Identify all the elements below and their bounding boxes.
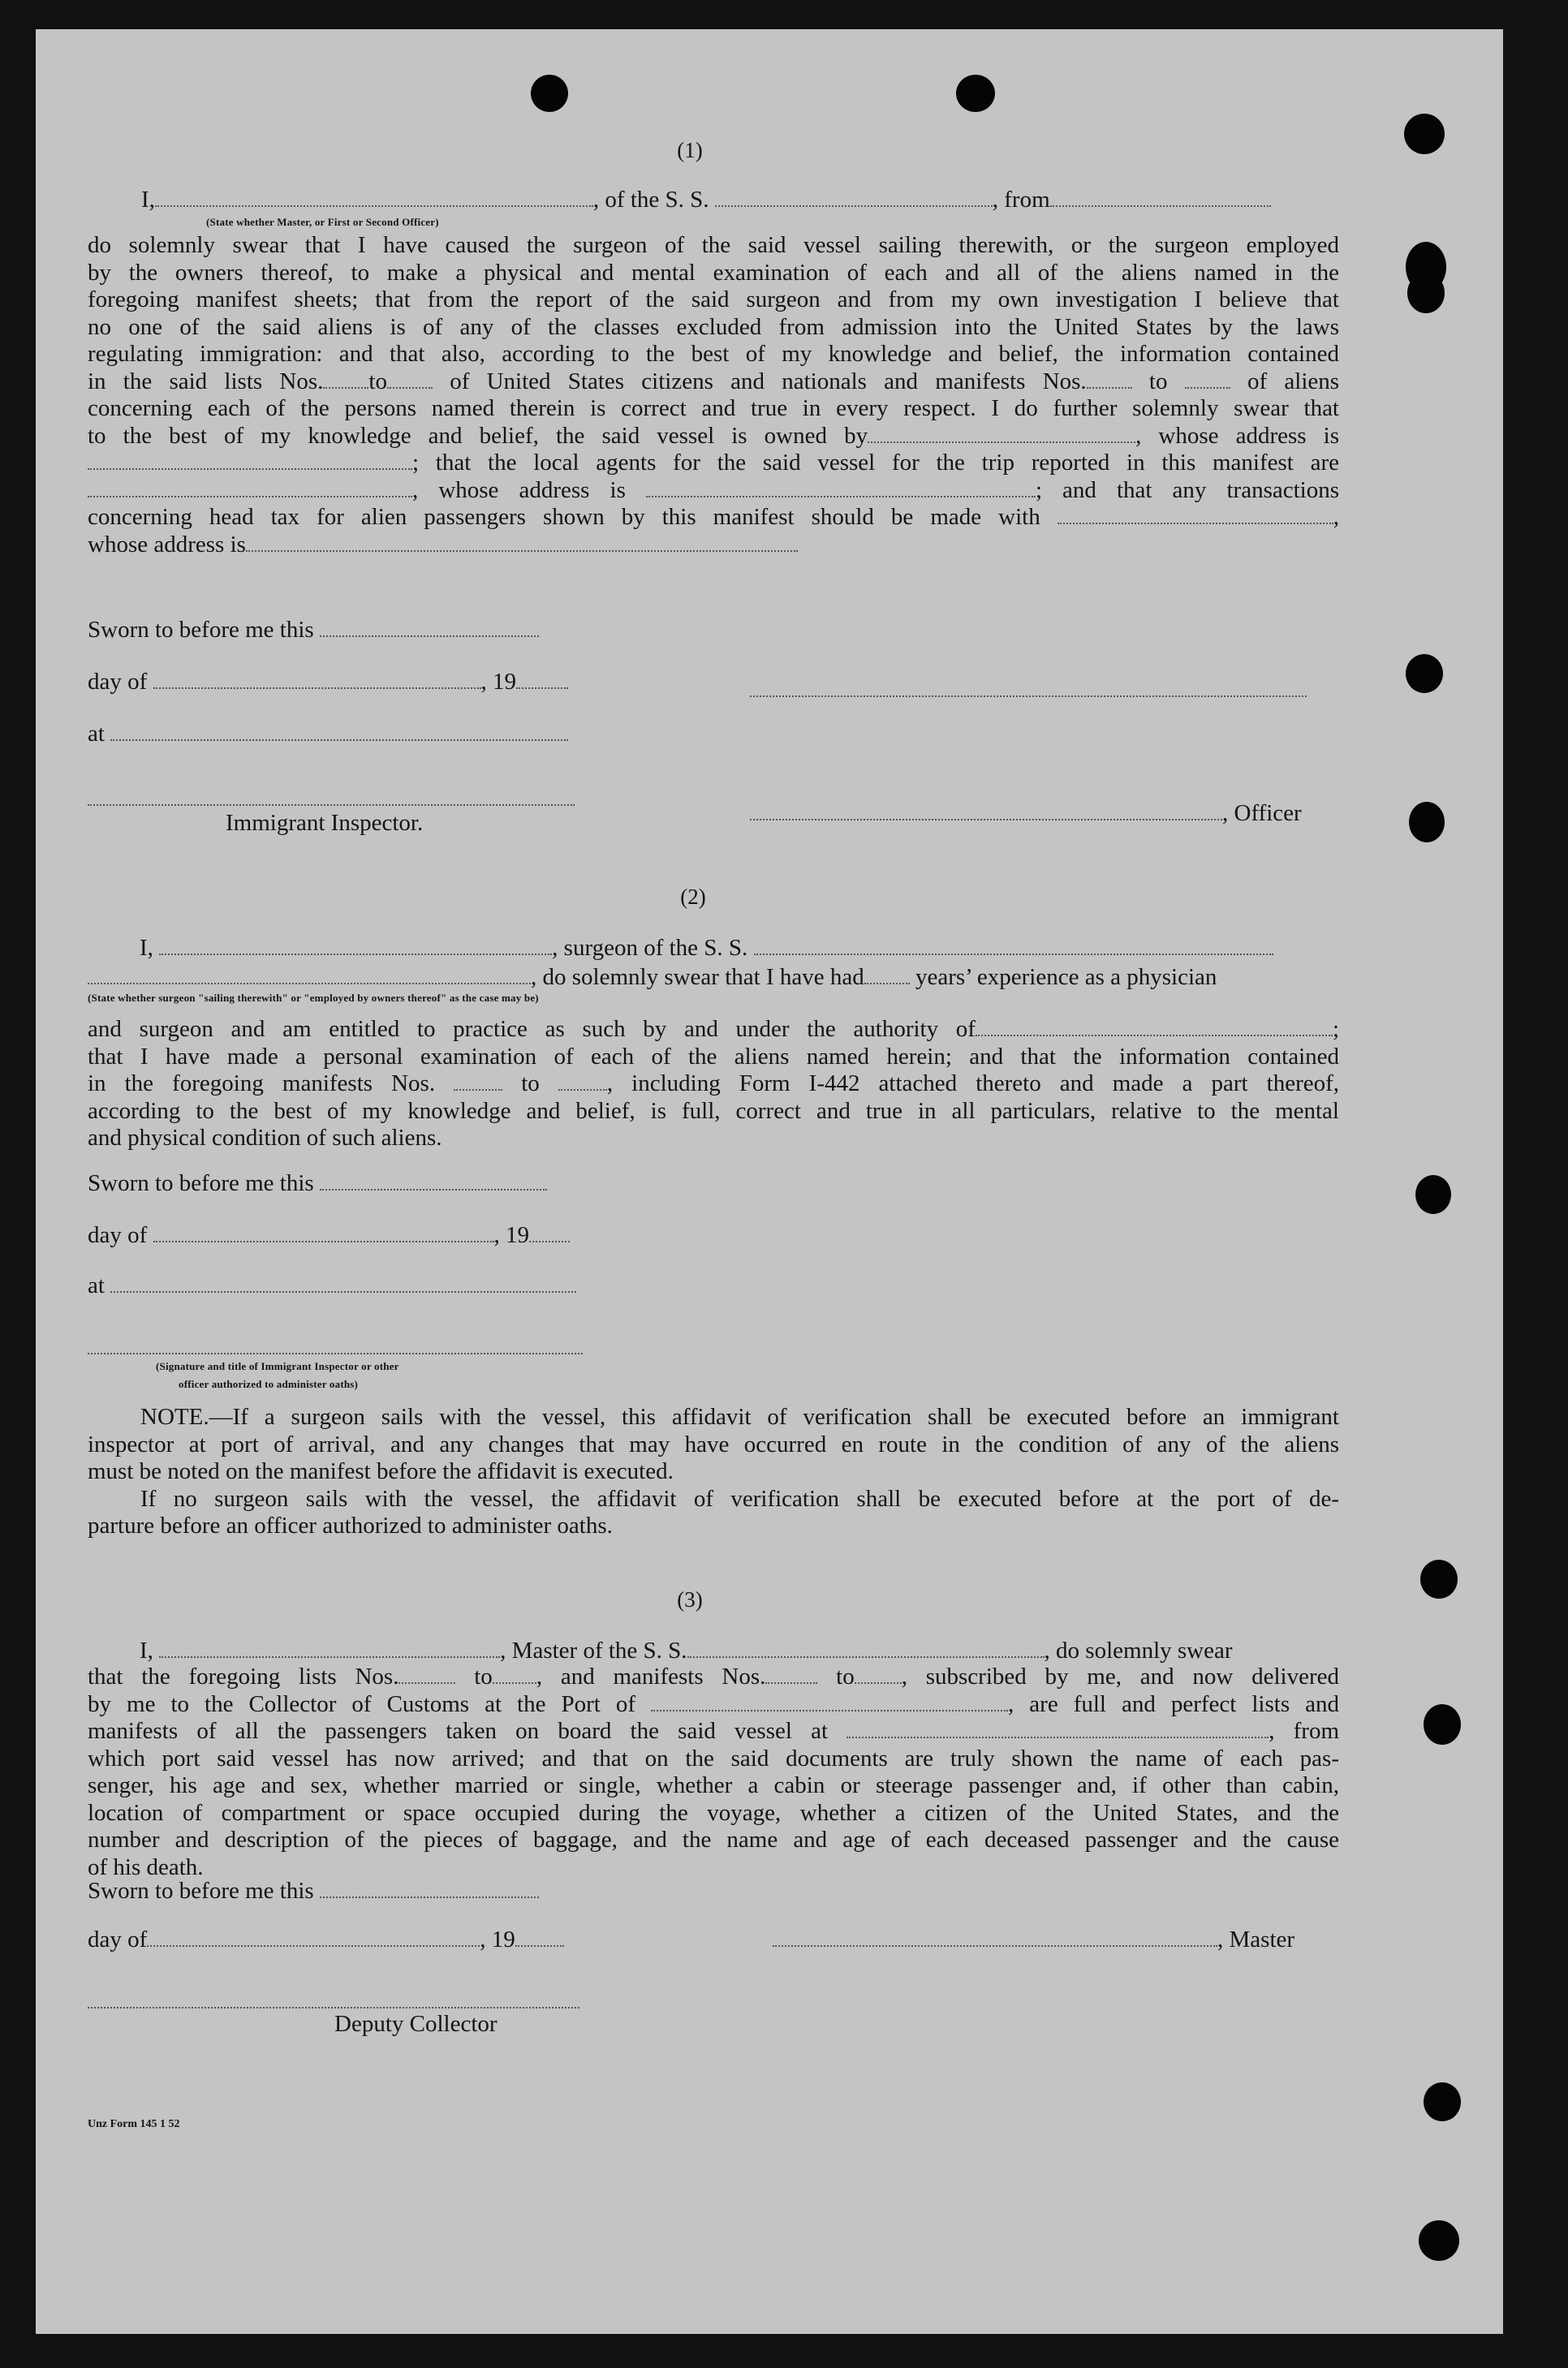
paragraph-line: whose address is [88,532,1339,559]
sworn-line: Sworn to before me this [88,1878,539,1905]
paragraph-line: and physical condition of such aliens. [88,1125,442,1151]
section-number: (1) [677,138,703,162]
day-of-line: day of , 19 [88,669,568,695]
paragraph-line: manifests of all the passengers taken on board the said vessel at , from [88,1718,1340,1744]
paragraph-line: that the foregoing lists Nos. to , and manifests Nos. to , subscribed by me, and now delivered [88,1664,1340,1690]
at-line: at [88,1272,576,1299]
affidavit-line: , do solemnly swear that I have had years’ experience as a physician [88,964,1217,991]
paragraph-line: by me to the Collector of Customs at the Port of , are full and perfect lists and [88,1690,1340,1717]
paragraph-line: , whose address is ; and that any transactions [88,477,1339,505]
form-page [36,29,1503,2334]
paragraph-line: concerning head tax for alien passengers shown by this manifest should be made with , [88,504,1340,530]
paragraph-line: inspector at port of arrival, and any changes that may have occurred en route in the condition of any of the aliens [88,1431,1339,1457]
note-master: (State whether Master, or First or Second Officer) [206,216,439,228]
paragraph-line: according to the best of my knowledge and belief, is full, correct and true in all particulars, relative to the mental [88,1097,1339,1124]
paragraph-line: concerning each of the persons named therein is correct and true in every respect. I do further solemnly swear that [88,395,1339,421]
paragraph-line: foregoing manifest sheets; that from the report of the said surgeon and from my own investigation I believe that [88,286,1339,312]
punch-hole [531,75,568,112]
blank-vessel-field [715,205,993,207]
section-number: (3) [677,1587,703,1612]
paragraph-line: of his death. [88,1853,204,1880]
day-of-line: day of , 19 [88,1222,570,1249]
paragraph-line: ; that the local agents for the said vessel for the trip reported in this manifest are [88,450,1339,477]
punch-hole [1404,114,1445,154]
affidavit-paragraph [88,232,1339,558]
paragraph-line: do solemnly swear that I have caused the surgeon of the said vessel sailing therewith, or the surgeon employed [88,232,1339,258]
sworn-line: Sworn to before me this [88,1170,547,1197]
paragraph-line: by the owners thereof, to make a physical and mental examination of each and all of the aliens named in the [88,259,1339,286]
paragraph-line: number and description of the pieces of baggage, and the name and age of each deceased passenger and the cause [88,1827,1339,1853]
blank-from-field [1050,205,1271,207]
punch-hole [956,75,995,112]
paragraph-line: in the foregoing manifests Nos. to , including Form I-442 attached thereto and made a part thereof, [88,1070,1340,1096]
inspector-signature-line [88,1352,583,1354]
paragraph-line: parture before an officer authorized to administer oaths. [88,1513,613,1539]
paragraph-line: to the best of my knowledge and belief, the said vessel is owned by , whose address is [88,422,1339,449]
text-i: I, [141,187,155,213]
master-signature-line: , Master [773,1927,1294,1953]
section-number: (2) [680,885,706,909]
paragraph-line: no one of the said aliens is of any of the classes excluded from admission into the United States by the laws [88,313,1339,340]
paragraph-line: that I have made a personal examination of each of the aliens named herein; and that the information contained [88,1043,1339,1070]
punch-hole [1419,2220,1459,2261]
punch-hole [1409,802,1445,842]
paragraph-line: If no surgeon sails with the vessel, the affidavit of verification shall be executed before at the port of de- [140,1485,1339,1512]
paragraph-line: must be noted on the manifest before the affidavit is executed. [88,1458,674,1484]
paragraph-line: regulating immigration: and that also, according to the best of my knowledge and belief, the information contained [88,341,1339,367]
text-from: , from [992,187,1050,213]
affidavit-line: I, , surgeon of the S. S. [140,935,1273,962]
punch-hole [1424,1704,1461,1745]
text-of-the-ss: , of the S. S. [592,187,709,213]
collector-signature-line [88,2006,579,2008]
paragraph-line: location of compartment or space occupied during the voyage, whether a citizen of the United States, and the [88,1799,1339,1826]
day-of-line: day of , 19 [88,1927,564,1953]
affidavit-line: I, , Master of the S. S. , do solemnly swear [140,1638,1233,1664]
inspector-signature-line [88,803,575,806]
paragraph-line: in the said lists Nos. to of United States citizens and nationals and manifests Nos. to of aliens [88,368,1340,394]
surgeon-paragraph [88,1016,1339,1152]
paragraph-line: and surgeon and am entitled to practice as such by and under the authority of ; [88,1016,1339,1042]
blank-name-field [155,205,593,207]
punch-hole [1420,1560,1458,1599]
punch-hole [1406,654,1443,693]
note-paragraph [88,1404,1339,1540]
master-paragraph [88,1664,1339,1881]
form-number: Unz Form 145 1 52 [88,2118,180,2130]
punch-hole [1407,273,1445,313]
sworn-line: Sworn to before me this [88,617,539,644]
signature-note: (Signature and title of Immigrant Inspector or other [156,1360,399,1372]
deputy-collector-label: Deputy Collector [334,2011,498,2037]
paragraph-line: NOTE.—If a surgeon sails with the vessel, this affidavit of verification shall be executed before an immigrant [140,1404,1339,1430]
at-line: at [88,721,568,747]
signature-line [750,695,1307,697]
immigrant-inspector-label: Immigrant Inspector. [226,810,424,836]
punch-hole [1415,1175,1451,1214]
punch-hole [1424,2082,1461,2121]
note-surgeon: (State whether surgeon "sailing therewith" or "employed by owners thereof" as the case may be) [88,992,539,1004]
paragraph-line: senger, his age and sex, whether married or single, whether a cabin or steerage passenger and, if other than cabin, [88,1772,1339,1798]
signature-note: officer authorized to administer oaths) [179,1378,359,1390]
affidavit-line [141,187,1271,213]
paragraph-line: which port said vessel has now arrived; and that on the said documents are truly shown the name of each pas- [88,1745,1339,1772]
officer-line: , Officer [750,800,1302,827]
